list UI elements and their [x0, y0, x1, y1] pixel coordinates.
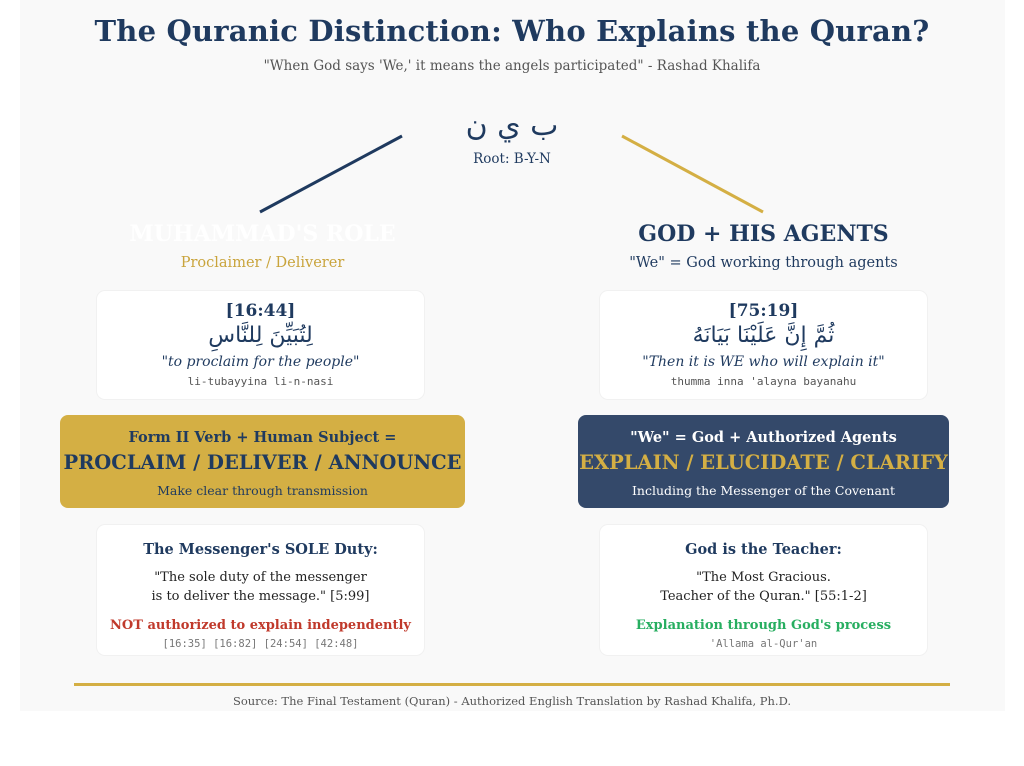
source-citation: Source: The Final Testament (Quran) - Authorized English Translation by Rashad Khalifa, Ph.D. [232, 694, 792, 708]
left-column-title: MUHAMMAD'S ROLE [129, 221, 396, 247]
footer-divider [74, 683, 950, 686]
right-box-footnote: Including the Messenger of the Covenant [631, 483, 896, 498]
left-verse-english: "to proclaim for the people" [161, 354, 360, 370]
left-verse-arabic: لِتُبَيِّنَ لِلنَّاسِ [208, 323, 313, 348]
left-connector-line [260, 136, 402, 212]
root-label: Root: B-Y-N [473, 151, 551, 167]
page-subtitle: "When God says 'We,' it means the angels participated" - Rashad Khalifa [263, 58, 761, 74]
left-duty-quote [97, 568, 424, 606]
right-box-heading: "We" = God + Authorized Agents [630, 429, 897, 446]
left-verse-card [97, 291, 424, 399]
left-duty-title: The Messenger's SOLE Duty: [143, 541, 378, 558]
right-column-subtitle: "We" = God working through agents [629, 255, 898, 271]
left-duty-refs: [16:35] [16:82] [24:54] [42:48] [162, 638, 359, 650]
page-title: The Quranic Distinction: Who Explains the Quran? [94, 14, 930, 48]
left-duty-card [97, 525, 424, 655]
left-column-subtitle: Proclaimer / Deliverer [180, 255, 345, 271]
right-duty-card [600, 525, 927, 655]
left-duty-note: NOT authorized to explain independently [110, 618, 411, 633]
left-duty-quote-line1: "The sole duty of the messenger [154, 570, 367, 585]
right-duty-quote-line1: "The Most Gracious. [696, 570, 831, 585]
root-arabic: ب ي ن [465, 108, 559, 143]
right-verse-english: "Then it is WE who will explain it" [642, 354, 885, 370]
right-verse-arabic: ثُمَّ إِنَّ عَلَيْنَا بَيَانَهُ [692, 323, 835, 348]
left-meaning-box [60, 415, 465, 508]
right-meaning-box [578, 415, 949, 508]
right-duty-quote [600, 568, 927, 606]
right-verse-card [600, 291, 927, 399]
right-duty-note: Explanation through God's process [635, 618, 892, 633]
left-box-meaning: PROCLAIM / DELIVER / ANNOUNCE [63, 451, 462, 474]
right-duty-title: God is the Teacher: [685, 541, 842, 558]
left-box-heading: Form II Verb + Human Subject = [128, 429, 397, 446]
right-verse-ref: [75:19] [728, 301, 799, 321]
right-duty-refs: 'Allama al-Qur'an [709, 638, 818, 650]
right-column-title: GOD + HIS AGENTS [638, 221, 889, 247]
left-box-footnote: Make clear through transmission [157, 483, 368, 498]
left-verse-ref: [16:44] [225, 301, 296, 321]
right-box-meaning: EXPLAIN / ELUCIDATE / CLARIFY [579, 451, 948, 474]
left-duty-quote-line2: is to deliver the message." [5:99] [151, 589, 370, 604]
right-verse-transliteration: thumma inna 'alayna bayanahu [670, 375, 857, 388]
right-duty-quote-line2: Teacher of the Quran." [55:1-2] [660, 589, 867, 604]
right-connector-line [622, 136, 763, 212]
left-verse-transliteration: li-tubayyina li-n-nasi [187, 375, 334, 388]
